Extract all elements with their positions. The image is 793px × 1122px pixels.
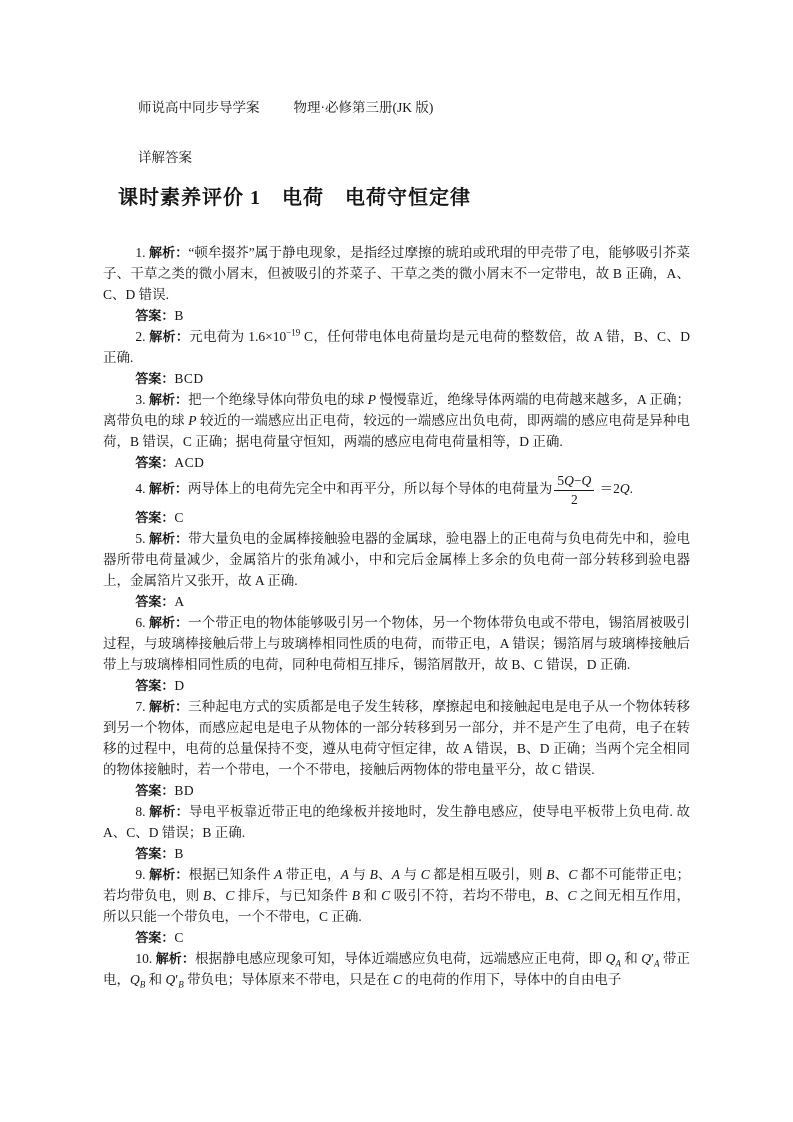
analysis-text: “顿牟掇芥”属于静电现象，是指经过摩擦的琥珀或玳瑁的甲壳带了电，能够吸引芥菜子、干草之类的微小屑末，但被吸引的芥菜子、干草之类的微小屑末不一定带电，故 B 正确，A、C、D 错误. bbox=[103, 245, 691, 302]
analysis-label: 解析： bbox=[148, 531, 189, 547]
answer-label: 答案： bbox=[135, 594, 175, 610]
problem-number: 5. bbox=[135, 531, 146, 547]
analysis-text: 把一个绝缘导体向带负电的球 P 慢慢靠近，绝缘导体两端的电荷越来越多，A 正确；离带负电的球 P 较近的一端感应出正电荷，较远的一端感应出负电荷，即两端的感应电荷是异种电荷，B 错误，C 正确；据电荷量守恒知，两端的感应电荷电荷量相等，D 正确. bbox=[103, 392, 691, 449]
problem-analysis bbox=[103, 326, 690, 368]
analysis-label: 解析： bbox=[149, 329, 190, 344]
analysis-text: 一个带正电的物体能够吸引另一个物体，另一个物体带负电或不带电，锡箔屑被吸引过程，与玻璃棒接触后带上与玻璃棒相同性质的电荷，而带正电，A 错误；锡箔屑与玻璃棒接触后带上与玻璃棒相同性质的电荷，同种电荷相互排斥，锡箔屑散开，故 B、C 错误，D 正确. bbox=[103, 615, 691, 673]
problem-item bbox=[103, 242, 690, 326]
problem-analysis bbox=[103, 528, 690, 591]
problem-number: 1. bbox=[135, 245, 146, 260]
analysis-text: 带大量负电的金属棒接触验电器的金属球，验电器上的正电荷与负电荷先中和，验电器所带电荷量减少，金属箔片的张角减小，中和完后金属棒上多余的负电荷一部分转移到验电器上，金属箔片又张开，故 A 正确. bbox=[103, 531, 691, 589]
problem-number: 8. bbox=[135, 804, 146, 820]
answer-label: 答案： bbox=[135, 371, 175, 386]
problem-number: 9. bbox=[135, 867, 146, 883]
problem-answer bbox=[103, 452, 690, 473]
problem-answer bbox=[103, 507, 690, 528]
problem-number: 10. bbox=[135, 951, 153, 967]
problem-analysis bbox=[103, 864, 690, 927]
problem-answer bbox=[103, 305, 690, 326]
analysis-label: 解析： bbox=[149, 245, 189, 260]
problem-analysis bbox=[103, 801, 690, 843]
analysis-label: 解析： bbox=[155, 951, 195, 967]
analysis-text: 导电平板靠近带正电的绝缘板并接地时，发生静电感应，使导电平板带上负电荷. 故 A、C、D 错误；B 正确. bbox=[103, 804, 690, 841]
running-header-book: 物理·必修第三册(JK 版) bbox=[293, 100, 434, 115]
problem-item bbox=[103, 528, 690, 612]
analysis-label: 解析： bbox=[148, 392, 189, 407]
problem-answer bbox=[103, 675, 690, 696]
problem-number: 4. bbox=[135, 481, 146, 497]
answer-label: 答案： bbox=[135, 455, 175, 470]
answer-list bbox=[103, 242, 690, 990]
answer-label: 答案： bbox=[135, 678, 175, 694]
running-header-series: 师说高中同步导学案 bbox=[138, 100, 260, 115]
problem-analysis bbox=[103, 612, 690, 675]
problem-item bbox=[103, 473, 690, 528]
analysis-label: 解析： bbox=[149, 804, 189, 820]
answer-value: BD bbox=[174, 783, 195, 799]
problem-number: 7. bbox=[135, 699, 146, 715]
problem-number: 2. bbox=[135, 329, 146, 344]
problem-answer bbox=[103, 591, 690, 612]
answer-value: A bbox=[174, 594, 185, 610]
answer-label: 答案： bbox=[135, 846, 175, 862]
answer-value: B bbox=[174, 308, 184, 323]
running-header bbox=[103, 97, 690, 118]
problem-analysis bbox=[103, 473, 690, 507]
answer-value: ACD bbox=[174, 455, 205, 470]
analysis-label: 解析： bbox=[149, 867, 189, 883]
problem-answer bbox=[103, 843, 690, 864]
answer-value: D bbox=[174, 678, 185, 694]
problem-analysis bbox=[103, 242, 690, 305]
analysis-text: 元电荷为 $1.6\times 10^{-19}$ C，任何带电体电荷量均是元电荷的整数倍，故 A 错，B、C、D 正确. bbox=[103, 327, 690, 365]
problem-item bbox=[103, 696, 690, 801]
problem-item bbox=[103, 801, 690, 864]
answer-label: 答案： bbox=[135, 308, 175, 323]
problem-number: 6. bbox=[135, 615, 146, 631]
analysis-label: 解析： bbox=[148, 481, 188, 497]
answer-value: C bbox=[174, 930, 184, 946]
analysis-text: 根据已知条件 A 带正电，A 与 B、A 与 C 都是相互吸引，则 B、C 都不可能带正电；若均带负电，则 B、C 排斥，与已知条件 B 和 C 吸引不符，若均不带电，B、C 之间无相互作用，所以只能一个带负电，一个不带电，C 正确. bbox=[103, 867, 691, 925]
analysis-text: 两导体上的电荷先完全中和再平分，所以每个导体的电荷量为 $\frac{5Q-Q}{2}$ ＝2Q. bbox=[187, 473, 634, 507]
answer-label: 答案： bbox=[135, 783, 175, 799]
answer-value: BCD bbox=[174, 371, 204, 386]
page-title: 课时素养评价 1 电荷 电荷守恒定律 bbox=[118, 187, 471, 209]
problem-item bbox=[103, 948, 690, 990]
answer-label: 答案： bbox=[135, 510, 175, 526]
answer-value: C bbox=[174, 510, 184, 526]
problem-analysis bbox=[103, 389, 690, 452]
analysis-text: 根据静电感应现象可知，导体近端感应负电荷，远端感应正电荷，即 $Q_A$ 和 $Q'_A$ 带正电，$Q_B$ 和 $Q'_B$ 带负电；导体原来不带电，只是在 C 的电荷的作用下，导体中的自由电子 bbox=[103, 951, 691, 990]
problem-answer bbox=[103, 927, 690, 948]
problem-number: 3. bbox=[135, 392, 146, 407]
analysis-label: 解析： bbox=[148, 615, 189, 631]
problem-answer bbox=[103, 780, 690, 801]
answer-label: 答案： bbox=[135, 930, 175, 946]
problem-item bbox=[103, 864, 690, 948]
answer-value: B bbox=[174, 846, 184, 862]
analysis-text: 三种起电方式的实质都是电子发生转移，摩擦起电和接触起电是电子从一个物体转移到另一个物体，而感应起电是电子从物体的一部分转移到另一部分，并不是产生了电荷，电子在转移的过程中，电荷的总量保持不变，遵从电荷守恒定律，故 A 错误，B、D 正确；当两个完全相同的物体接触时，若一个带电，一个不带电，接触后两物体的带电量平分，故 C 错误. bbox=[103, 699, 691, 778]
problem-analysis bbox=[103, 696, 690, 780]
problem-item bbox=[103, 612, 690, 696]
problem-item bbox=[103, 389, 690, 473]
problem-analysis bbox=[103, 948, 690, 990]
answers-section-label: 详解答案 bbox=[138, 150, 192, 165]
problem-answer bbox=[103, 368, 690, 389]
analysis-label: 解析： bbox=[148, 699, 189, 715]
problem-item bbox=[103, 326, 690, 389]
